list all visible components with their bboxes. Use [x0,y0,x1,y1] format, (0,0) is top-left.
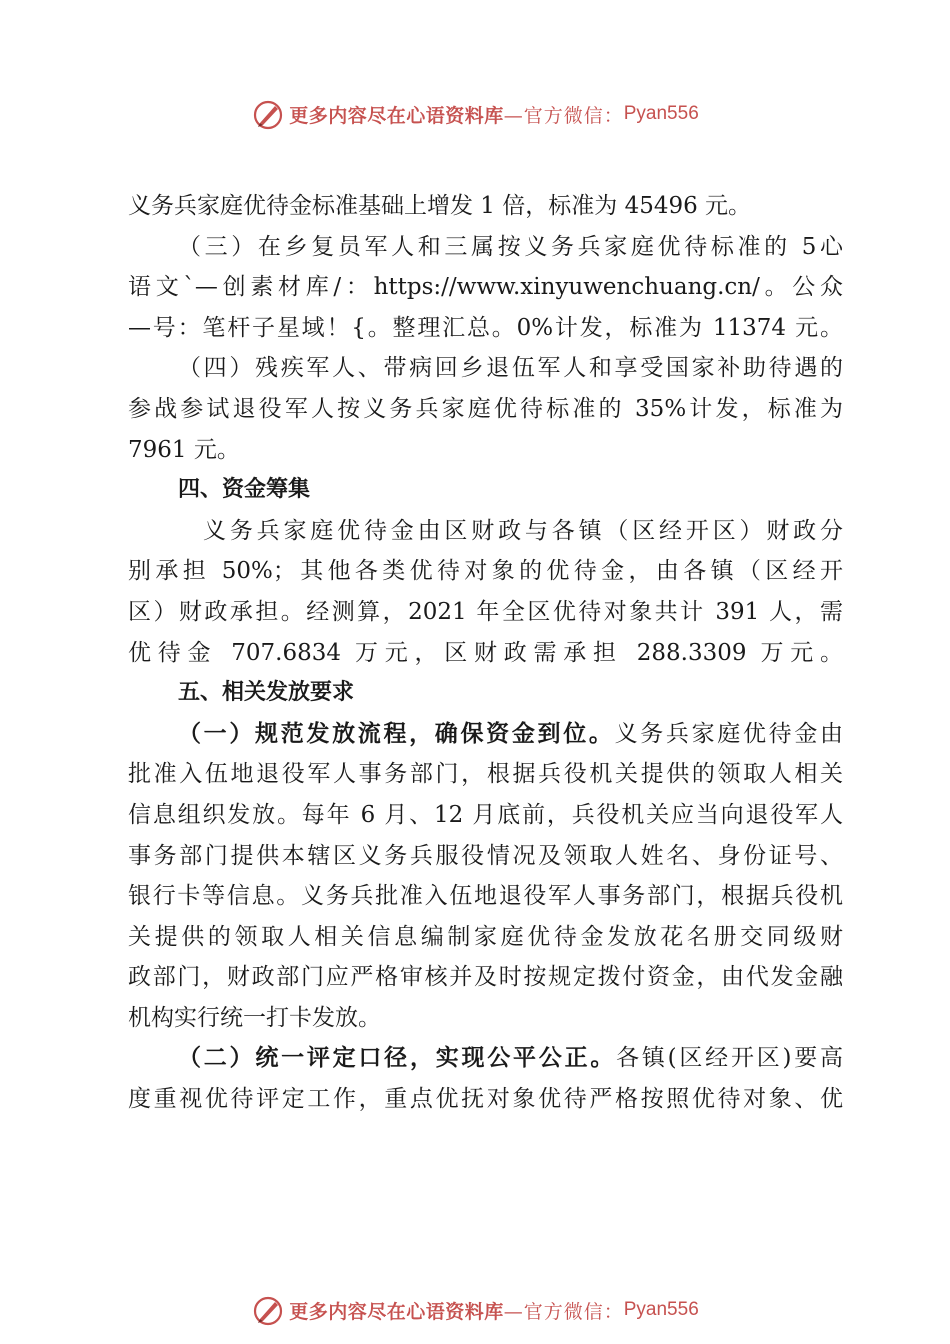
watermark-wechat-id: Pyan556 [623,1299,699,1320]
header-watermark [0,94,950,134]
document-body [128,186,843,1120]
line-text: 五、相关发放要求 [178,680,355,706]
line-text: 事务部门提供本辖区义务兵服役情况及领取人姓名、身份证号、 [128,842,843,869]
text-line [128,267,843,308]
line-text: 语文`—创素材库/：https://www.xinyuwenchuang.cn/。公众 [128,274,843,301]
text-line [128,836,843,877]
text-line [128,430,843,471]
line-text: 关提供的领取人相关信息编制家庭优待金发放花名册交同级财 [128,923,843,950]
text-line [128,186,843,227]
bold-lead-phrase: （一）规范发放流程，确保资金到位。 [178,719,615,747]
section-heading [128,470,843,511]
watermark-wechat-label: —官方微信： [503,104,624,127]
text-line [128,633,843,674]
text-line [128,389,843,430]
text-line [128,308,843,349]
line-text: 7961 元。 [128,436,240,463]
pen-logo-icon [251,1293,285,1327]
line-text: 参战参试退役军人按义务兵家庭优待标准的 35%计发，标准为 [128,395,843,422]
line-text: 批准入伍地退役军人事务部门，根据兵役机关提供的领取人相关 [128,761,843,788]
text-line [128,592,843,633]
text-line [128,998,843,1039]
line-text: 政部门，财政部门应严格审核并及时按规定拨付资金，由代发金融 [128,964,843,991]
text-line [128,348,843,389]
line-text: 区）财政承担。经测算，2021 年全区优待对象共计 391 人，需 [128,598,843,625]
text-line [128,754,843,795]
line-text: （四）残疾军人、带病回乡退伍军人和享受国家补助待遇的 [178,355,843,382]
text-line [128,876,843,917]
text-line [128,795,843,836]
line-text: —号：笔杆子星域！{。整理汇总。0%计发，标准为 11374 元。 [128,314,843,341]
text-line [128,1079,843,1120]
bold-lead-phrase: （二）统一评定口径，实现公平公正。 [178,1044,617,1072]
text-line [128,714,843,755]
line-text: 义务兵家庭优待金标准基础上增发 1 倍，标准为 45496 元。 [128,193,752,219]
line-text: 优待金 707.6834 万元，区财政需承担 288.3309 万元。 [128,639,843,666]
line-text: 银行卡等信息。义务兵批准入伍地退役军人事务部门，根据兵役机 [128,883,843,910]
line-text: 各镇(区经开区)要高 [616,1045,843,1072]
footer-watermark [0,1290,950,1330]
text-line [128,227,843,268]
text-line [128,551,843,592]
watermark-wechat-id: Pyan556 [623,103,699,124]
line-text: 义务兵家庭优待金由区财政与各镇（区经开区）财政分 [203,517,843,544]
watermark-title: 更多内容尽在心语资料库 [289,1300,504,1323]
text-line [128,511,843,552]
line-text: 别承担 50%；其他各类优待对象的优待金，由各镇（区经开 [128,558,843,585]
line-text: 机构实行统一打卡发放。 [128,1004,381,1031]
watermark-title: 更多内容尽在心语资料库 [289,104,504,127]
text-line [128,1038,843,1079]
section-heading [128,673,843,714]
line-text: 四、资金筹集 [178,477,311,503]
watermark-wechat-label: —官方微信： [503,1300,624,1323]
line-text: （三）在乡复员军人和三属按义务兵家庭优待标准的 5心 [178,233,843,260]
line-text: 义务兵家庭优待金由 [614,720,844,747]
line-text: 信息组织发放。每年 6 月、12 月底前，兵役机关应当向退役军人 [128,801,843,828]
line-text: 度重视优待评定工作，重点优抚对象优待严格按照优待对象、优 [128,1086,843,1113]
text-line [128,957,843,998]
text-line [128,917,843,958]
pen-logo-icon [251,97,285,131]
